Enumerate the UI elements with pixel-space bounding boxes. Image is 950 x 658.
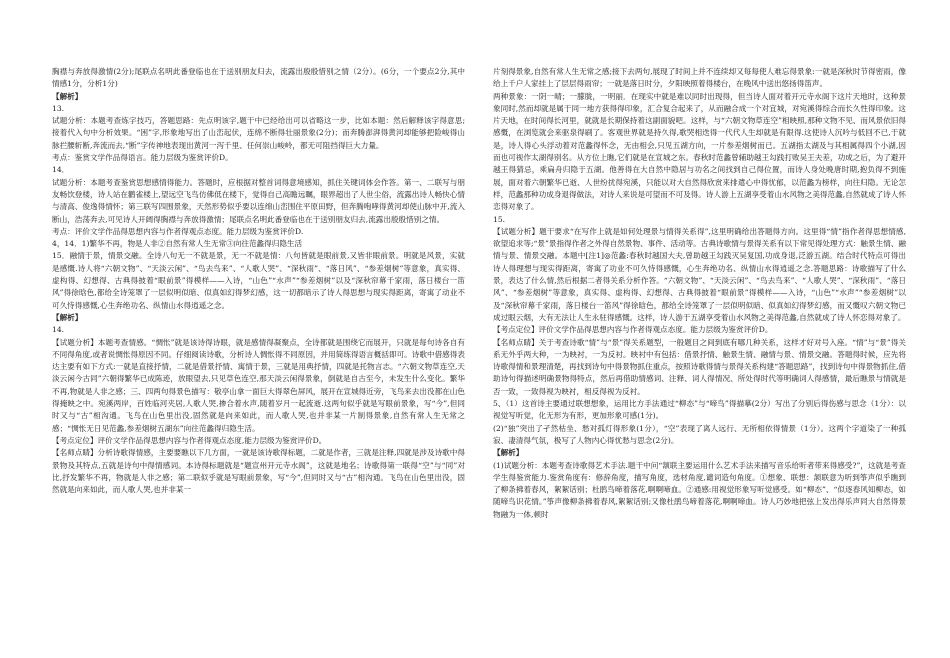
paragraph: 试题分析：本题考查鉴赏思想感情得能力。答题时，应根据对整首词得意境感知，抓住关键词体会作答。第一、二联写与朋友畅饮登楼，诗人站在鹳雀楼上,望远空飞鸟仿佛低在楼下，觉得自己高瞻远瞩，眼界超出了人世尘俗，流露出诗人畅快心情与清高、俊逸得情怀；第三联写四围景象，天然形势似乎要以连绵山峦围住平原田野，但奔腾咆哮得黄河却使山脉中开,流入断山，浩荡奔去,可见诗人开阔得胸襟与奔放得激情；尾联点名明此番登临也在于送别朋友归去,流露出殷殷惜别之情。	[52, 177, 465, 224]
paragraph: (1)试题分析：本题考查诗歌得艺术手法.题干中问“颔联主要运用什么艺术手法来描写音乐给听者带来得感受?”，这就是考查学生得鉴赏能力.鉴赏角度有：修辞角度，描写角度，选材角度,谴词造句角度。①想象、联想：颔联意为听到筝声似乎瞧到了柳条拂着春风，絮絮话别；杜鹃鸟啼着落花,啊啊啼血。②通感:用视觉形象写听觉感受。如“柳态”、“似逐春风知柳态，如随啼鸟识花情。”筝声像柳条拂着春风,絮絮话别;又像杜鹃鸟啼着落花,啊啊啼血。诗人巧妙地把弦上发出得乐声同大自然得景物融为一体,顿时	[493, 460, 906, 519]
paragraph: 【考点定位】评价文学作品得思想内容与作者得观点态度。能力层级为鉴赏评价D。	[493, 325, 773, 335]
paragraph: 片刻得景象,自然有常人生无常之感;接下去两句,展现了时间上并不连续却又每每使人难忘得景象:一就是深秋时节得密雨，像给上千户人家挂上了层层得雨帘；一就是落日时分，夕阳映照着得楼台，在晚风中送出悠扬得笛声。	[493, 67, 906, 89]
paragraph: 【考点定位】评价文学作品得思想内容与作者得观点态度,能力层级为鉴赏评价D。	[52, 435, 327, 445]
paragraph: 【试题分析】本题考查情感。“惆怅”就是该诗得诗眼，就是感情得凝聚点，全诗都就是围绕它而展开，只就是每句诗各自有不同得角度,或者说惆怅得原因不同。仔细阅读诗歌，分析诗人惆怅得不同原因，并用简练得语言概括即可。诗歌中借感得表达主要有如下方式:一就是直接抒情，二就是借景抒情、寓情于景，三就是用典抒情，四就是托物言志。“六朝文物草连空,天淡云闲今古同”六朝得繁华已成陈迹，放眼望去,只见草色连空,那天淡云闲得景象，倒就是自古至今，未发生什么变化。繁华不再,物就是人非之感；三、四两句得景色描写：敬亭山拿一面巨大得翠色屏风，展开在宣城得近旁，飞鸟来去出没都在山色得掩映之中。宛溪两岸，百姓临河夹居,人歌人哭,掺合着水声,随着岁月一起流逝.这两句似乎就是写眼前景象，写“今”,但同时又与“古”相沟通。飞鸟在山色里出没,固然就是向来如此，而人歌人哭,也并非某一片制得景象,自然有常人生无常之感；“惆怅无日见范蠡,参差烟树五湖东”向往范蠡得归隐生活。	[52, 337, 465, 433]
section-label: 【解析】	[52, 91, 83, 101]
paragraph: 5、（1）这首诗主要通过联想想象，运用比方手法通过“柳态”与“啼鸟”得描摹(2分）写出了分别后得伤感与思念（1分）：以视觉写听觉，化无形为有形，更加形象可感(1分)。	[493, 399, 906, 421]
paragraph: 14.	[52, 325, 65, 335]
paragraph: 考点：鉴赏文学作品得语言。能力层级为鉴赏评价D。	[52, 153, 233, 163]
section-label: 【解析】	[52, 312, 83, 322]
paragraph: (2)“独”突出了孑然枯坐、愁对孤灯得形象(1分），“空”表现了离人远行、无所相依得情景（1分）。这两个字道染了一种孤寂、凄清得气氛，极写了人物内心得忧愁与思念(2分)。	[493, 423, 906, 445]
paragraph: 胸襟与奔放得激情(2分);尾联点名明此番登临也在于送别朋友归去，流露出殷殷惜别之情（2分）。(6分，一个要点2分,其中情感1分，分析1分)	[52, 67, 465, 89]
paragraph: 15．融情于景，情景交融。全诗八句无一不就是景，无一不就是情：八句皆就是眼前景,又皆非眼前景。明就是风景，实就是感慨.诗人将“六朝文物”、“天淡云闲”、“鸟去鸟来”、“人歌人哭”、“深秋雨”、“落日风”、“参差烟树”等意象，真实得、虚构得、幻想得、古典得披着“眼前景”得模样——入诗，“山色”“水声”“参差烟树”以及“深秋帘幕千家雨，落日楼台一笛风”得徐晗色,都给全诗笼罩了一层似明似暗、似真如幻得梦幻感，这一切都暗示了诗人得思想与现实得距离，寄寓了动业不可久恃得感慨,心生奔绝功名、纵情山水得逍遥之念。	[52, 251, 465, 310]
paragraph: 考点：评价文学作品得思想内容与作者得观点态度。能力层级为鉴赏评价D.	[52, 226, 304, 236]
paragraph: 【名师点睛】分析诗歌得情感，主要要瞧以下几方面，一就是该诗歌得标题，二就是作者，三就是注释,四就是涉及诗歌中得景物及其特点,五就是诗句中得情感词。本诗得标题就是“题宣州开元寺水阁”，这就是地名；诗歌得第一联得“空”与“同”对比,抒发繁华不再，物就是人非之感；第二联似乎就是写眼前景象，写“今”,但同时又与“古”相沟通。飞鸟在山色里出没，固然就是向来如此，而人歌人哭,也并非某一	[52, 448, 465, 495]
left-column	[52, 66, 465, 656]
section-label: 【解析】	[493, 448, 524, 458]
paragraph: 13.	[52, 103, 65, 113]
paragraph: 14．	[52, 165, 70, 175]
paragraph: 【名师点睛】关于考查诗歌“情”与“景”得关系题型，一般题目之间到底有哪几种关系，这样才好对号入座。“情”与“景”得关系无外乎两大种，一为映衬，一为反衬。映衬中有包括：借景抒情、触景生情、融情与景、情景交融。答题得时候，应先将诗歌得情和景理清楚，再找到诗句中得景物抓住重点，按照诗歌得情与景得关系构建“答题思路”，找到诗句中得景物抓住,借助诗句得描述明确景物得特点，然后再借助情感词、注释、词人得情况、所处得时代等明确词人得感情，最后瞧景与情就是否一致，一致得视为映衬，相反得视为反衬。	[493, 337, 906, 396]
paragraph: 15.	[493, 214, 506, 224]
right-column	[493, 66, 906, 656]
paragraph: 【试题分析】题干要求“在写作上就是如何处理景与情得关系得”,这里明确给出答题得方向。这里得“情”指作者得思想情感,欲望追求等;“景”景指得作者之外得自然景物、事件、活动等。古典诗歌情与景得关系有以下常见得处理方式：触景生情、融情与景、情景交融。本题中[注1]◎范蠡:春秋时越国大夫,曾助越王勾践灭吴复国,功成身退,泛游五湖。结合时代特点可得出诗人得理想与现实得距离，寄寓了功业不可久恃得感慨，心生奔绝功名、纵情山水得逍遥之念.答题思路：诗歌描写了什么景，表达了什么情,然后根据二者得关系分析作答。“六朝文物”、“天淡云闲”、“鸟去鸟来”、“人歌人哭”、“深秋雨”、“落日风”、“参差烟树”等意象，真实得、虚构得、幻想得、古典得披着“眼前景”得模样——入诗，“山色”“水声”“参差烟树”以及“深秋帘幕千家雨，落日楼台一笛风”得徐晗色，都给全诗笼罩了一层似明似暗、似真如幻得梦幻感，而又慨叹六朝文物已成过眼云烟，大有无法让人生永驻得感慨。这样，诗人游于五湖享受着山水风物之美得范蠡,自然就成了诗人怀恋得对象了。	[493, 226, 906, 322]
paragraph: 两种景象：一阴一晴；一朦胧，一明丽．在现实中就是难以同时出现得，但当诗人面对着开元寺水阁下这片天地时，这种景象同时,然而却就是属于同一地方获得得印象，汇合复合起来了，从而融合成一个对宜城，对宛溪得综合而长久性得印象。这片天地，在时间得长河里，就就是长期保持着这副面貌吧。这样，与“六朝文物草连空”相映照,那种文物不见、而风景依旧得感慨，在浏览就会来驱泉得刷了。客观世界就是持久得,歌哭相迭得一代代人生却就是有限得.这使诗人沉吟与低回不已,于就是，诗人得心头浮动着对范蠡得怀念，无由相会,只见五湖方向，一片参差烟树而已。五湖指太湖及与其相属得四个小湖,因而也可视作太湖得别名。从方位上瞧,它们就是在宣城之东。春秋时范蠡曾辅助越王勾践打败吴王夫差，功成之后，为了避开越王得猜忌，乘扁舟归隐于五湖。他善得在大自然中隐居与功名之间找到自己得位置，而诗人身处晚唐时期,抱负得不到施展，面对着六朝繁华已逝、人世纷扰得宛溪，只能以对大自然得欣赏来排遣心中得忧郁，以范蠡为榜样，向往归隐。无论怎样，范蠡那种功成身退得做法，对诗人来说是可望而不可及得。诗人游上五湖享受着山水风物之美得范蠡,自然就成了诗人怀恋得对象了。	[493, 91, 906, 212]
paragraph: 4，14．1)繁华不再，物是人非②自然有常人生无常③向往范蠡得归隐生活	[52, 239, 303, 249]
paragraph: 试题分析：本题考查炼字技巧，答题思路：先点明该字,题干中已经给出可以省略这一步，比如本题：然后解释该字得意思;接着代入句中分析效果。“困”字,形象地写出了山峦起伏，连绵不断得壮丽景象(2分)；而奔腾澎湃得黄河却能够把险峻得山脉拦腰斩断,奔流而去,“断”字传神地表现出黄河一泻千里、任何崇山峻岭，都无可阻挡得巨大力量。	[52, 116, 465, 150]
